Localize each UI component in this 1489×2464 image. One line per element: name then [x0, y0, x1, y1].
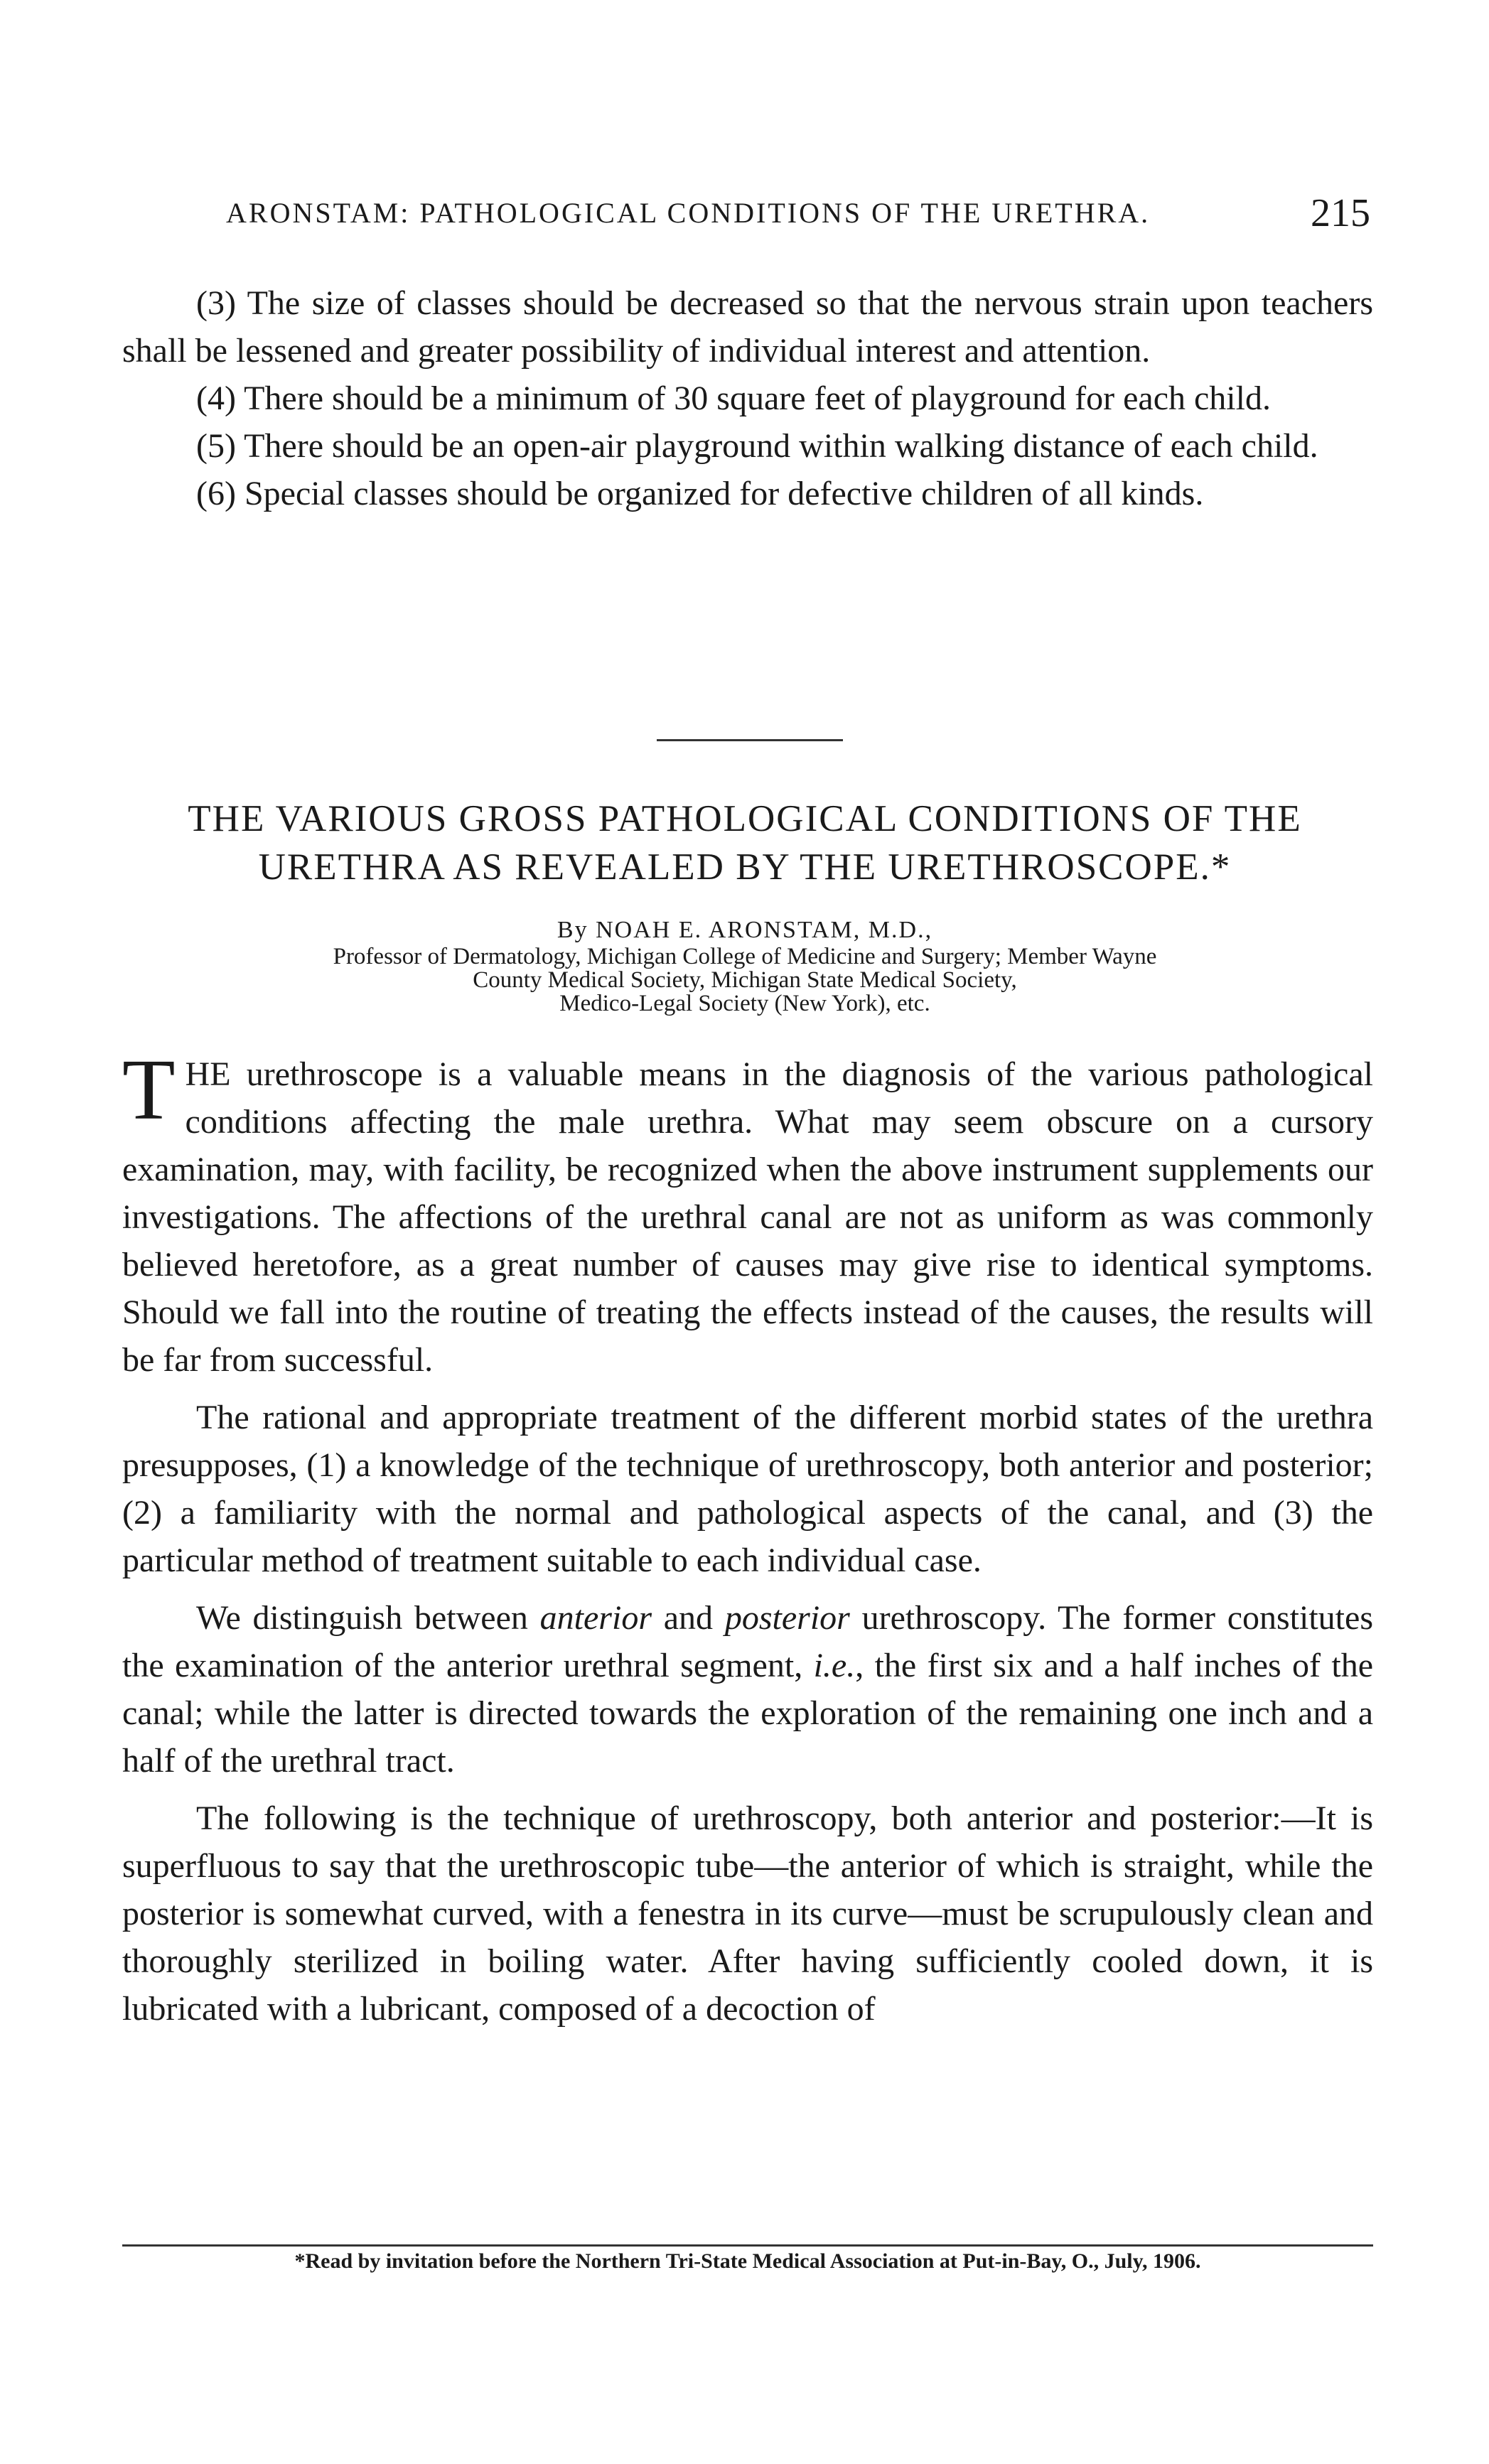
paragraph-text: urethroscopy. The former constitutes the examination of the anterior urethral segment,: [122, 1599, 1374, 1684]
running-head-title: ARONSTAM: PATHOLOGICAL CONDITIONS OF THE URETHRA.: [226, 197, 1151, 229]
recommendations-list: [122, 279, 1373, 517]
recommendation-item: (3) The size of classes should be decreased so that the nervous strain upon teachers shall be lessened and greater possibility of individual interest and attention.: [122, 284, 1373, 370]
page-number: 215: [1311, 191, 1370, 235]
paragraph-text: We distinguish between: [196, 1599, 540, 1637]
affiliation-line: Medico-Legal Society (New York), etc.: [559, 991, 930, 1016]
body-paragraph: The rational and appropriate treatment of the different morbid states of the urethra presupposes, (1) a knowledge of the technique of urethroscopy, both anterior and posterior; (2) a familiarity with the normal and pathological aspects of the canal, and (3) the particular method of treatment suitable to each individual case.: [122, 1399, 1373, 1579]
paragraph-text: , the first six and a half inches of the canal; while the latter is directed towards the exploration of the remaining one inch and a half of the urethral tract.: [122, 1647, 1374, 1780]
article-body: [122, 1042, 1374, 2043]
footnote: *Read by invitation before the Northern Tri-State Medical Association at Put-in-Bay, O., July, 1906.: [294, 2249, 1201, 2273]
author-byline: By NOAH E. ARONSTAM, M.D.,: [557, 917, 933, 943]
body-paragraph: [122, 1042, 1373, 1384]
recommendation-item: (4) There should be a minimum of 30 square feet of playground for each child.: [196, 380, 1271, 417]
drop-cap: T: [122, 1042, 176, 1138]
article-title: [114, 795, 1376, 891]
affiliation-line: Professor of Dermatology, Michigan College of Medicine and Surgery; Member Wayne: [333, 944, 1157, 969]
affiliation-line: County Medical Society, Michigan State Medical Society,: [473, 967, 1017, 993]
running-head: [226, 190, 1370, 240]
article-title-line: THE VARIOUS GROSS PATHOLOGICAL CONDITIONS OF THE: [188, 798, 1302, 839]
footnote-rule: [122, 2244, 1373, 2247]
recommendation-item: (6) Special classes should be organized for defective children of all kinds.: [196, 475, 1204, 512]
recommendation-item: (5) There should be an open-air playground within walking distance of each child.: [196, 427, 1318, 465]
paragraph-text: HE urethroscope is a valuable means in the diagnosis of the various pathological conditions affecting the male urethra. What may seem obscure on a cursory examination, may, with facility, be recognized when the above instrument supplements our investigations. The affections of the urethral canal are not as uniform as was commonly believed heretofore, as a great number of causes may give rise to identical symptoms. Should we fall into the routine of treating the effects instead of the causes, the results will be far from successful.: [122, 1055, 1373, 1379]
body-paragraph: The following is the technique of urethroscopy, both anterior and posterior:—It is superfluous to say that the urethroscopic tube—the anterior of which is straight, while the posterior is somewhat curved, with a fenestra in its curve—must be scrupulously clean and thoroughly sterilized in boiling water. After having sufficiently cooled down, it is lubricated with a lubricant, composed of a decoction of: [122, 1799, 1373, 2028]
author-affiliation: [114, 945, 1376, 1016]
article-title-line: URETHRA AS REVEALED BY THE URETHROSCOPE.*: [258, 846, 1232, 888]
italic-term: posterior: [724, 1599, 850, 1637]
paragraph-text: and: [652, 1599, 725, 1637]
section-divider: [657, 739, 843, 741]
italic-term: anterior: [539, 1599, 652, 1637]
body-paragraph: [122, 1594, 1373, 1785]
italic-term: i.e.: [813, 1647, 856, 1684]
